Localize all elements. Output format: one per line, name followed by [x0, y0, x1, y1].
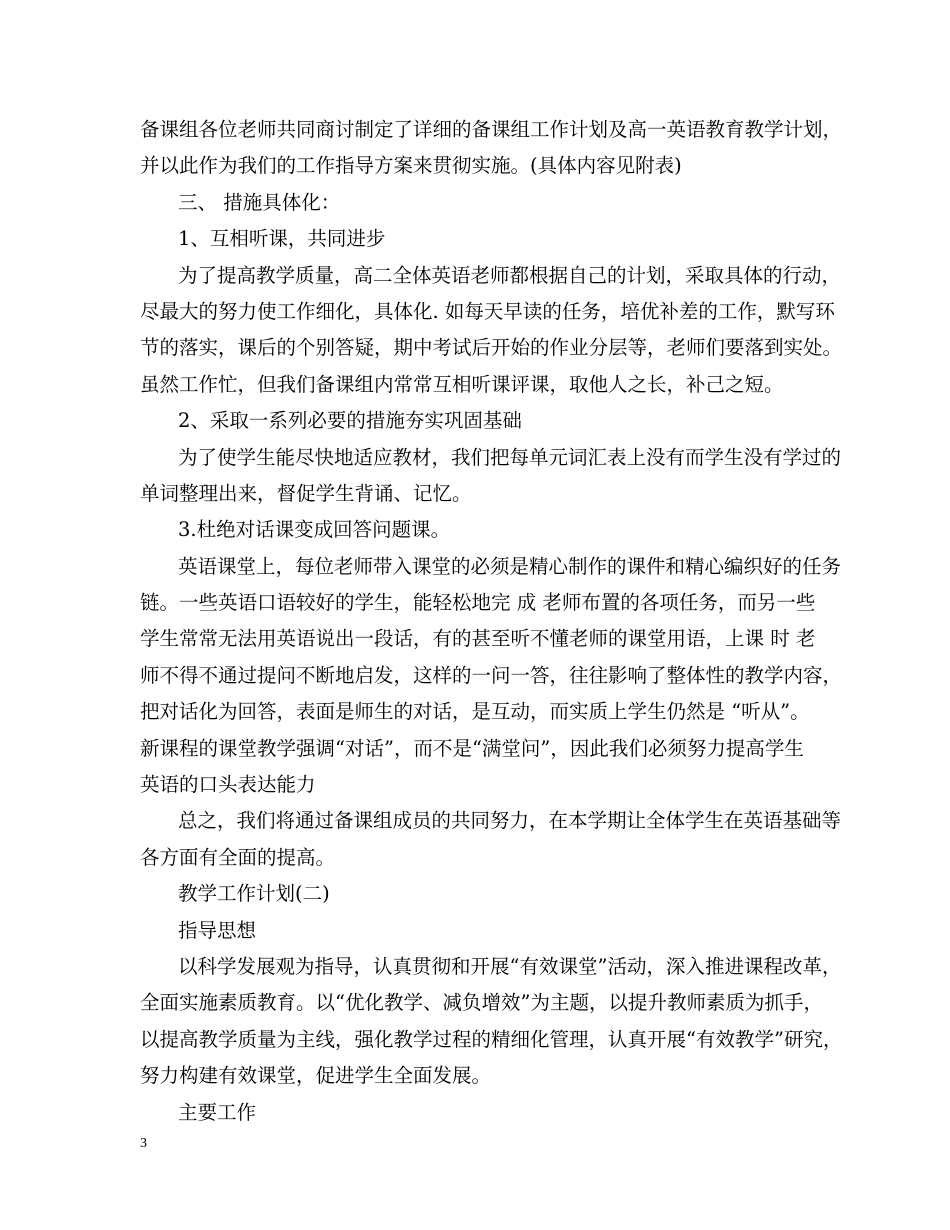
- text-line: 师不得不通过提问不断地启发，这样的一问一答，往往影响了整体性的教学内容，: [140, 663, 843, 687]
- body-text: [140, 112, 843, 1131]
- text-line: 虽然工作忙，但我们备课组内常常互相听课评课，取他人之长，补己之短。: [140, 372, 784, 396]
- subheading: 2、采取一系列必要的措施夯实巩固基础: [178, 409, 522, 433]
- text-line: 学生常常无法用英语说出一段话，有的甚至听不懂老师的课堂用语，上课 时 老: [140, 627, 816, 651]
- section-title: 教学工作计划(二): [178, 882, 330, 906]
- text-line: 英语课堂上，每位老师带入课堂的必须是精心制作的课件和精心编织好的任务: [178, 554, 842, 578]
- text-line: 新课程的课堂教学强调“对话”，而不是“满堂问”，因此我们必须努力提高学生: [140, 736, 804, 760]
- text-line: 总之，我们将通过备课组成员的共同努力，在本学期让全体学生在英语基础等: [178, 809, 842, 833]
- subheading: 指导思想: [178, 918, 257, 942]
- text-line: 全面实施素质教育。以“优化教学、减负增效”为主题，以提升教师素质为抓手，: [140, 991, 823, 1015]
- text-line: 并以此作为我们的工作指导方案来贯彻实施。(具体内容见附表): [140, 154, 682, 178]
- text-line: 努力构建有效课堂，促进学生全面发展。: [140, 1064, 492, 1088]
- text-line: 单词整理出来，督促学生背诵、记忆。: [140, 481, 472, 505]
- page-number: 3: [140, 1136, 147, 1151]
- subheading: 1、互相听课，共同进步: [178, 227, 386, 251]
- text-line: 链。一些英语口语较好的学生，能轻松地完 成 老师布置的各项任务，而另一些: [140, 591, 816, 615]
- text-line: 把对话化为回答，表面是师生的对话，是互动，而实质上学生仍然是 “听从”。: [140, 700, 810, 724]
- text-line: 为了使学生能尽快地适应教材，我们把每单元词汇表上没有而学生没有学过的: [178, 445, 842, 469]
- subheading: 3.杜绝对话课变成回答问题课。: [178, 518, 451, 542]
- text-line: 尽最大的努力使工作细化，具体化. 如每天早读的任务，培优补差的工作，默写环: [140, 299, 835, 323]
- text-line: 以提高教学质量为主线，强化教学过程的精细化管理，认真开展“有效教学”研究，: [140, 1027, 843, 1051]
- text-line: 英语的口头表达能力: [140, 773, 316, 797]
- text-line: 节的落实，课后的个别答疑，期中考试后开始的作业分层等，老师们要落到实处。: [140, 336, 843, 360]
- text-line: 以科学发展观为指导，认真贯彻和开展“有效课堂”活动，深入推进课程改革，: [178, 954, 842, 978]
- text-line: 备课组各位老师共同商讨制定了详细的备课组工作计划及高一英语教育教学计划，: [140, 118, 843, 141]
- subheading: 主要工作: [178, 1100, 257, 1124]
- section-heading: 三、 措施具体化：: [178, 190, 341, 214]
- text-line: 为了提高教学质量，高二全体英语老师都根据自己的计划，采取具体的行动，: [178, 263, 842, 287]
- text-line: 各方面有全面的提高。: [140, 845, 336, 869]
